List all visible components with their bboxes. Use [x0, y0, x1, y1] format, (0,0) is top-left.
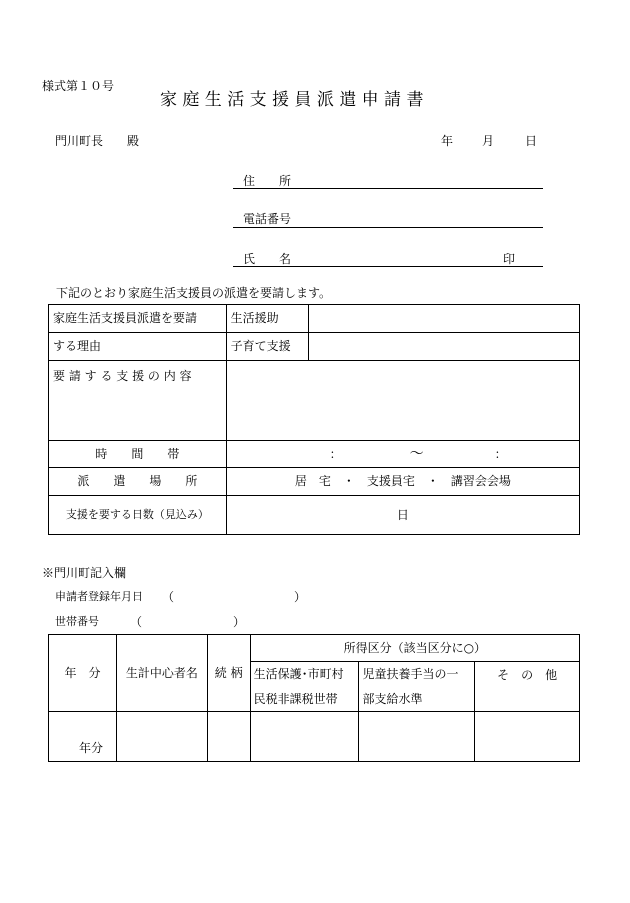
option-life: 生活援助 [230, 311, 279, 326]
date-year: 年 [441, 134, 454, 148]
phone-label: 電話番号 [243, 212, 292, 226]
income-table [48, 634, 580, 762]
row-cat3-field[interactable] [475, 712, 580, 762]
request-table [48, 304, 580, 535]
income-header [250, 635, 579, 662]
cat3-label: そ の 他 [497, 668, 558, 682]
days-field[interactable] [226, 496, 579, 535]
reg-date-open: （ [162, 590, 175, 604]
option-child-field[interactable] [308, 333, 579, 361]
place-label: 派 遣 場 所 [77, 474, 198, 489]
page-title: 家 庭 生 活 支 援 員 派 遣 申 請 書 [160, 90, 424, 110]
days-label-cell [49, 496, 227, 535]
date-month: 月 [482, 134, 495, 148]
relation-header [207, 635, 250, 712]
cat2-line1: 児童扶養手当の一 [362, 667, 459, 682]
date-day: 日 [525, 134, 538, 148]
cat1-line1: 生活保護･市町村 [253, 667, 344, 682]
main-person-label: 生計中心者名 [125, 665, 198, 680]
household-open: （ [130, 615, 143, 629]
time-label-cell [49, 441, 227, 468]
cat2-line2: 部支給水準 [362, 691, 423, 706]
reason-label-2: する理由 [53, 339, 102, 354]
reg-date-close: ） [294, 590, 307, 604]
year-header [49, 635, 117, 712]
time-label: 時 間 帯 [95, 446, 180, 461]
address-label: 住 所 [243, 174, 292, 188]
time-wave: ～ [409, 446, 424, 462]
intro-text: 下記のとおり家庭生活支援員の派遣を要請します。 [56, 286, 332, 300]
cat3-header [475, 662, 580, 712]
row-year-cell[interactable] [49, 712, 117, 762]
place-label-cell [49, 468, 227, 496]
time-colon-start: ： [329, 447, 342, 461]
relation-label: 続 柄 [214, 665, 243, 680]
time-field[interactable] [226, 441, 579, 468]
place-options-cell[interactable] [226, 468, 579, 496]
cat1-line2: 民税非課税世帯 [253, 691, 338, 706]
name-label: 氏 名 [243, 252, 292, 266]
option-life-field[interactable] [308, 305, 579, 333]
place-options: 居 宅 ・ 支援員宅 ・ 講習会会場 [294, 474, 511, 489]
row-year-label: 年分 [79, 740, 104, 755]
main-person-header [116, 635, 207, 712]
option-child-cell [226, 333, 308, 361]
income-header-label: 所得区分（該当区分に○） [343, 640, 487, 655]
content-label-cell [49, 361, 227, 441]
household-close: ） [233, 615, 246, 629]
cat1-header-top [250, 662, 359, 687]
reason-label-1: 家庭生活支援員派遣を要請 [53, 311, 198, 326]
content-label: 要 請 す る 支 援 の 内 容 [53, 369, 192, 383]
days-label: 支援を要する日数（見込み） [65, 508, 209, 522]
office-section-title: ※門川町記入欄 [42, 566, 127, 580]
time-colon-end: ： [494, 447, 507, 461]
reason-label-cell-2 [49, 333, 227, 361]
name-line [233, 266, 543, 267]
row-cat1-field[interactable] [250, 712, 359, 762]
option-child: 子育て支援 [230, 339, 291, 354]
year-label: 年 分 [64, 665, 101, 680]
addressee: 門川町長 殿 [55, 134, 140, 148]
cat2-header-top [359, 662, 475, 687]
reason-label-cell [49, 305, 227, 333]
address-line [233, 188, 543, 189]
phone-line [233, 227, 543, 228]
reg-date-label: 申請者登録年月日 [55, 590, 143, 603]
form-number: 様式第１０号 [42, 79, 115, 93]
cat2-header-bottom [359, 687, 475, 712]
days-unit: 日 [396, 507, 409, 522]
option-life-cell [226, 305, 308, 333]
seal-mark: 印 [503, 252, 516, 266]
content-field[interactable] [226, 361, 579, 441]
household-label: 世帯番号 [55, 615, 99, 628]
row-cat2-field[interactable] [359, 712, 475, 762]
cat1-header-bottom [250, 687, 359, 712]
row-main-person-field[interactable] [116, 712, 207, 762]
row-relation-field[interactable] [207, 712, 250, 762]
